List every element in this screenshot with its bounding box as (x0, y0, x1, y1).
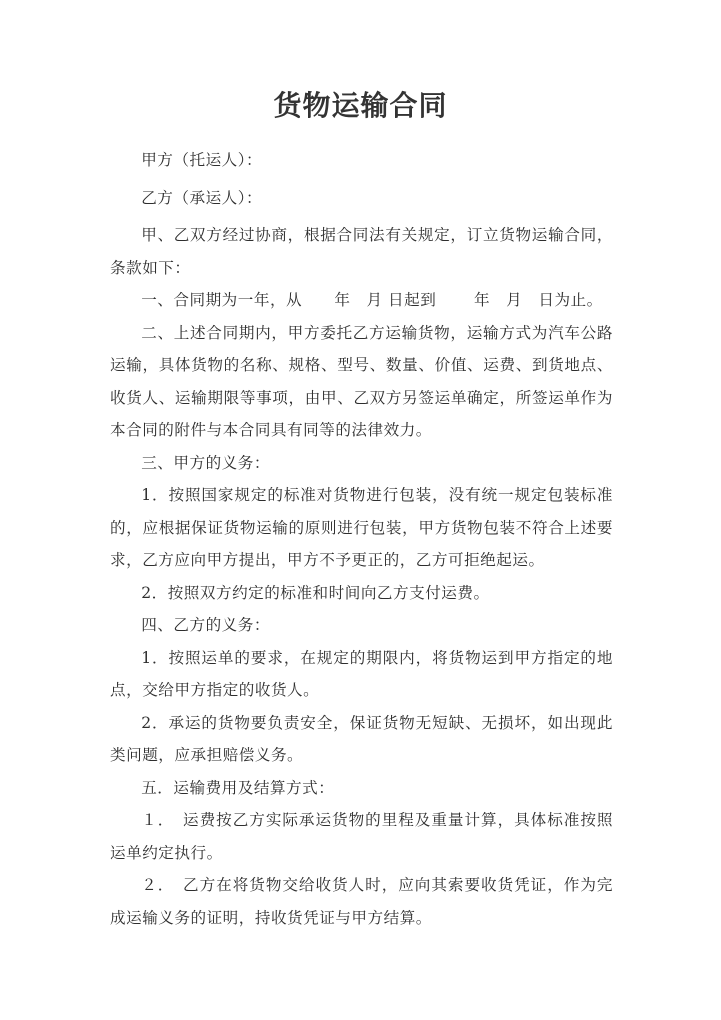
clause-party-b-obligation-2: 2．承运的货物要负责安全，保证货物无短缺、无损坏，如出现此类问题，应承担赔偿义务。 (110, 713, 613, 764)
party-b-line: 乙方（承运人）： (141, 188, 263, 207)
document-title: 货物运输合同 (273, 89, 448, 122)
document-body (110, 144, 613, 934)
clause-party-a-obligations-heading: 三、甲方的义务： (141, 453, 270, 472)
clause-term: 一、合同期为一年，从 年 月 日起到 年 月 日为止。 (141, 291, 603, 309)
intro-paragraph: 甲、乙双方经过协商，根据合同法有关规定，订立货物运输合同，条款如下： (110, 226, 613, 277)
clause-party-b-obligation-1: 1．按照运单的要求，在规定的期限内，将货物运到甲方指定的地点，交给甲方指定的收货人。 (110, 648, 613, 699)
clause-party-b-obligations-heading: 四、乙方的义务： (141, 616, 270, 634)
clause-scope: 二、上述合同期内，甲方委托乙方运输货物，运输方式为汽车公路运输，具体货物的名称、规格、型号、数量、价值、运费、到货地点、收货人、运输期限等事项，由甲、乙双方另签运单确定，所签运单作为本合同的附件与本合同具有同等的法律效力。 (110, 323, 613, 439)
clause-party-a-obligation-2: 2．按照双方约定的标准和时间向乙方支付运费。 (141, 583, 490, 602)
clause-fees-heading: 五．运输费用及结算方式： (141, 778, 335, 797)
clause-fees-2: ２． 乙方在将货物交给收货人时，应向其索要收货凭证，作为完成运输义务的证明，持收货凭证与甲方结算。 (110, 876, 613, 927)
party-a-line: 甲方（托运人）： (141, 151, 263, 169)
clause-party-a-obligation-1: 1．按照国家规定的标准对货物进行包装，没有统一规定包装标准的，应根据保证货物运输的原则进行包装，甲方货物包装不符合上述要求，乙方应向甲方提出，甲方不予更正的，乙方可拒绝起运。 (110, 486, 613, 569)
clause-fees-1: １． 运费按乙方实际承运货物的里程及重量计算，具体标准按照运单约定执行。 (110, 811, 613, 862)
